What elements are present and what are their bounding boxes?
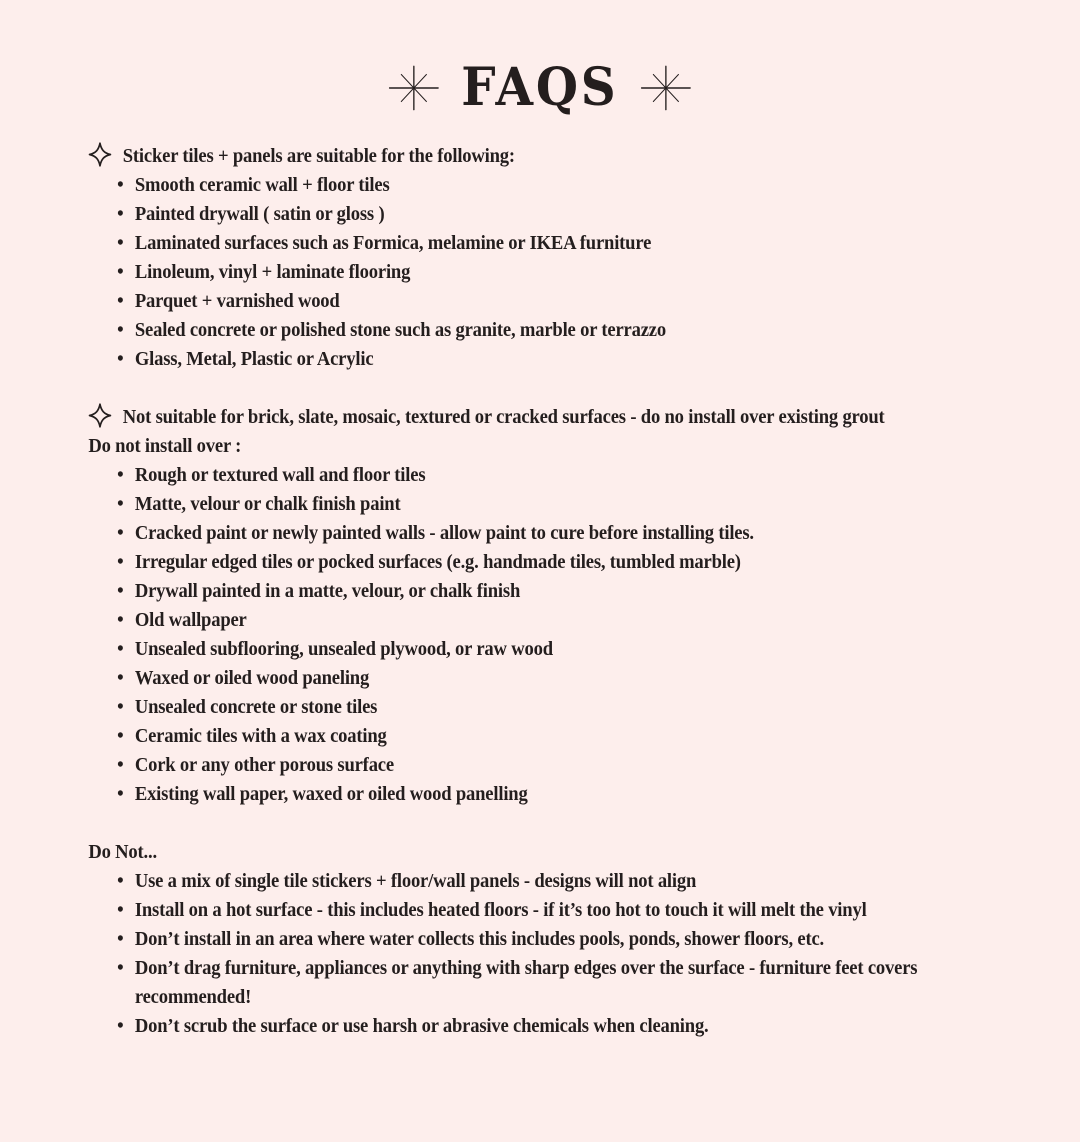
diamond-sparkle-icon xyxy=(88,142,111,167)
not-suitable-surfaces-list xyxy=(88,461,1035,809)
section-header-text: Do Not... xyxy=(88,841,157,863)
list-item: • Waxed or oiled wood paneling xyxy=(88,664,1035,693)
list-item: • Glass, Metal, Plastic or Acrylic xyxy=(88,345,1035,374)
diamond-sparkle-icon xyxy=(88,403,111,428)
list-item: • Sealed concrete or polished stone such as granite, marble or terrazzo xyxy=(88,316,1035,345)
list-item: • Laminated surfaces such as Formica, melamine or IKEA furniture xyxy=(88,229,1035,258)
list-item: • Don’t scrub the surface or use harsh or abrasive chemicals when cleaning. xyxy=(88,1012,1035,1041)
sparkle-icon xyxy=(389,64,439,112)
section-header xyxy=(88,403,1035,432)
list-item: • Install on a hot surface - this includes heated floors - if it’s too hot to touch it will melt the vinyl xyxy=(88,896,1035,925)
list-item: • Ceramic tiles with a wax coating xyxy=(88,722,1035,751)
list-item: • Don’t drag furniture, appliances or anything with sharp edges over the surface - furniture feet covers recommended! xyxy=(88,954,1035,1012)
list-item: • Rough or textured wall and floor tiles xyxy=(88,461,1035,490)
section-do-not xyxy=(88,838,1035,1041)
list-item: • Linoleum, vinyl + laminate flooring xyxy=(88,258,1035,287)
section-header xyxy=(88,142,1035,171)
section-header-text: Sticker tiles + panels are suitable for the following: xyxy=(122,145,515,167)
page-title-row xyxy=(0,57,1080,118)
section-header xyxy=(88,838,1035,867)
section-not-suitable-surfaces xyxy=(88,403,1035,809)
list-item: • Irregular edged tiles or pocked surfaces (e.g. handmade tiles, tumbled marble) xyxy=(88,548,1035,577)
list-item: • Smooth ceramic wall + floor tiles xyxy=(88,171,1035,200)
list-item: • Unsealed subflooring, unsealed plywood, or raw wood xyxy=(88,635,1035,664)
list-item: • Parquet + varnished wood xyxy=(88,287,1035,316)
list-item: • Painted drywall ( satin or gloss ) xyxy=(88,200,1035,229)
list-item: • Drywall painted in a matte, velour, or chalk finish xyxy=(88,577,1035,606)
section-header-text: Not suitable for brick, slate, mosaic, textured or cracked surfaces - do no install over existing grout xyxy=(122,406,885,428)
sparkle-icon xyxy=(641,64,691,112)
faq-page xyxy=(0,57,1080,1041)
list-item: • Unsealed concrete or stone tiles xyxy=(88,693,1035,722)
list-item: • Existing wall paper, waxed or oiled wood panelling xyxy=(88,780,1035,809)
do-not-list xyxy=(88,867,1035,1041)
section-suitable-surfaces xyxy=(88,142,1035,374)
list-item: • Cork or any other porous surface xyxy=(88,751,1035,780)
section-subheader: Do not install over : xyxy=(88,435,242,457)
list-item: • Don’t install in an area where water collects this includes pools, ponds, shower floors, etc. xyxy=(88,925,1035,954)
list-item: • Old wallpaper xyxy=(88,606,1035,635)
list-item: • Use a mix of single tile stickers + floor/wall panels - designs will not align xyxy=(88,867,1035,896)
list-item: • Matte, velour or chalk finish paint xyxy=(88,490,1035,519)
page-title: FAQS xyxy=(461,57,619,118)
faq-content xyxy=(0,142,1080,1041)
list-item: • Cracked paint or newly painted walls - allow paint to cure before installing tiles. xyxy=(88,519,1035,548)
suitable-surfaces-list xyxy=(88,171,1035,374)
